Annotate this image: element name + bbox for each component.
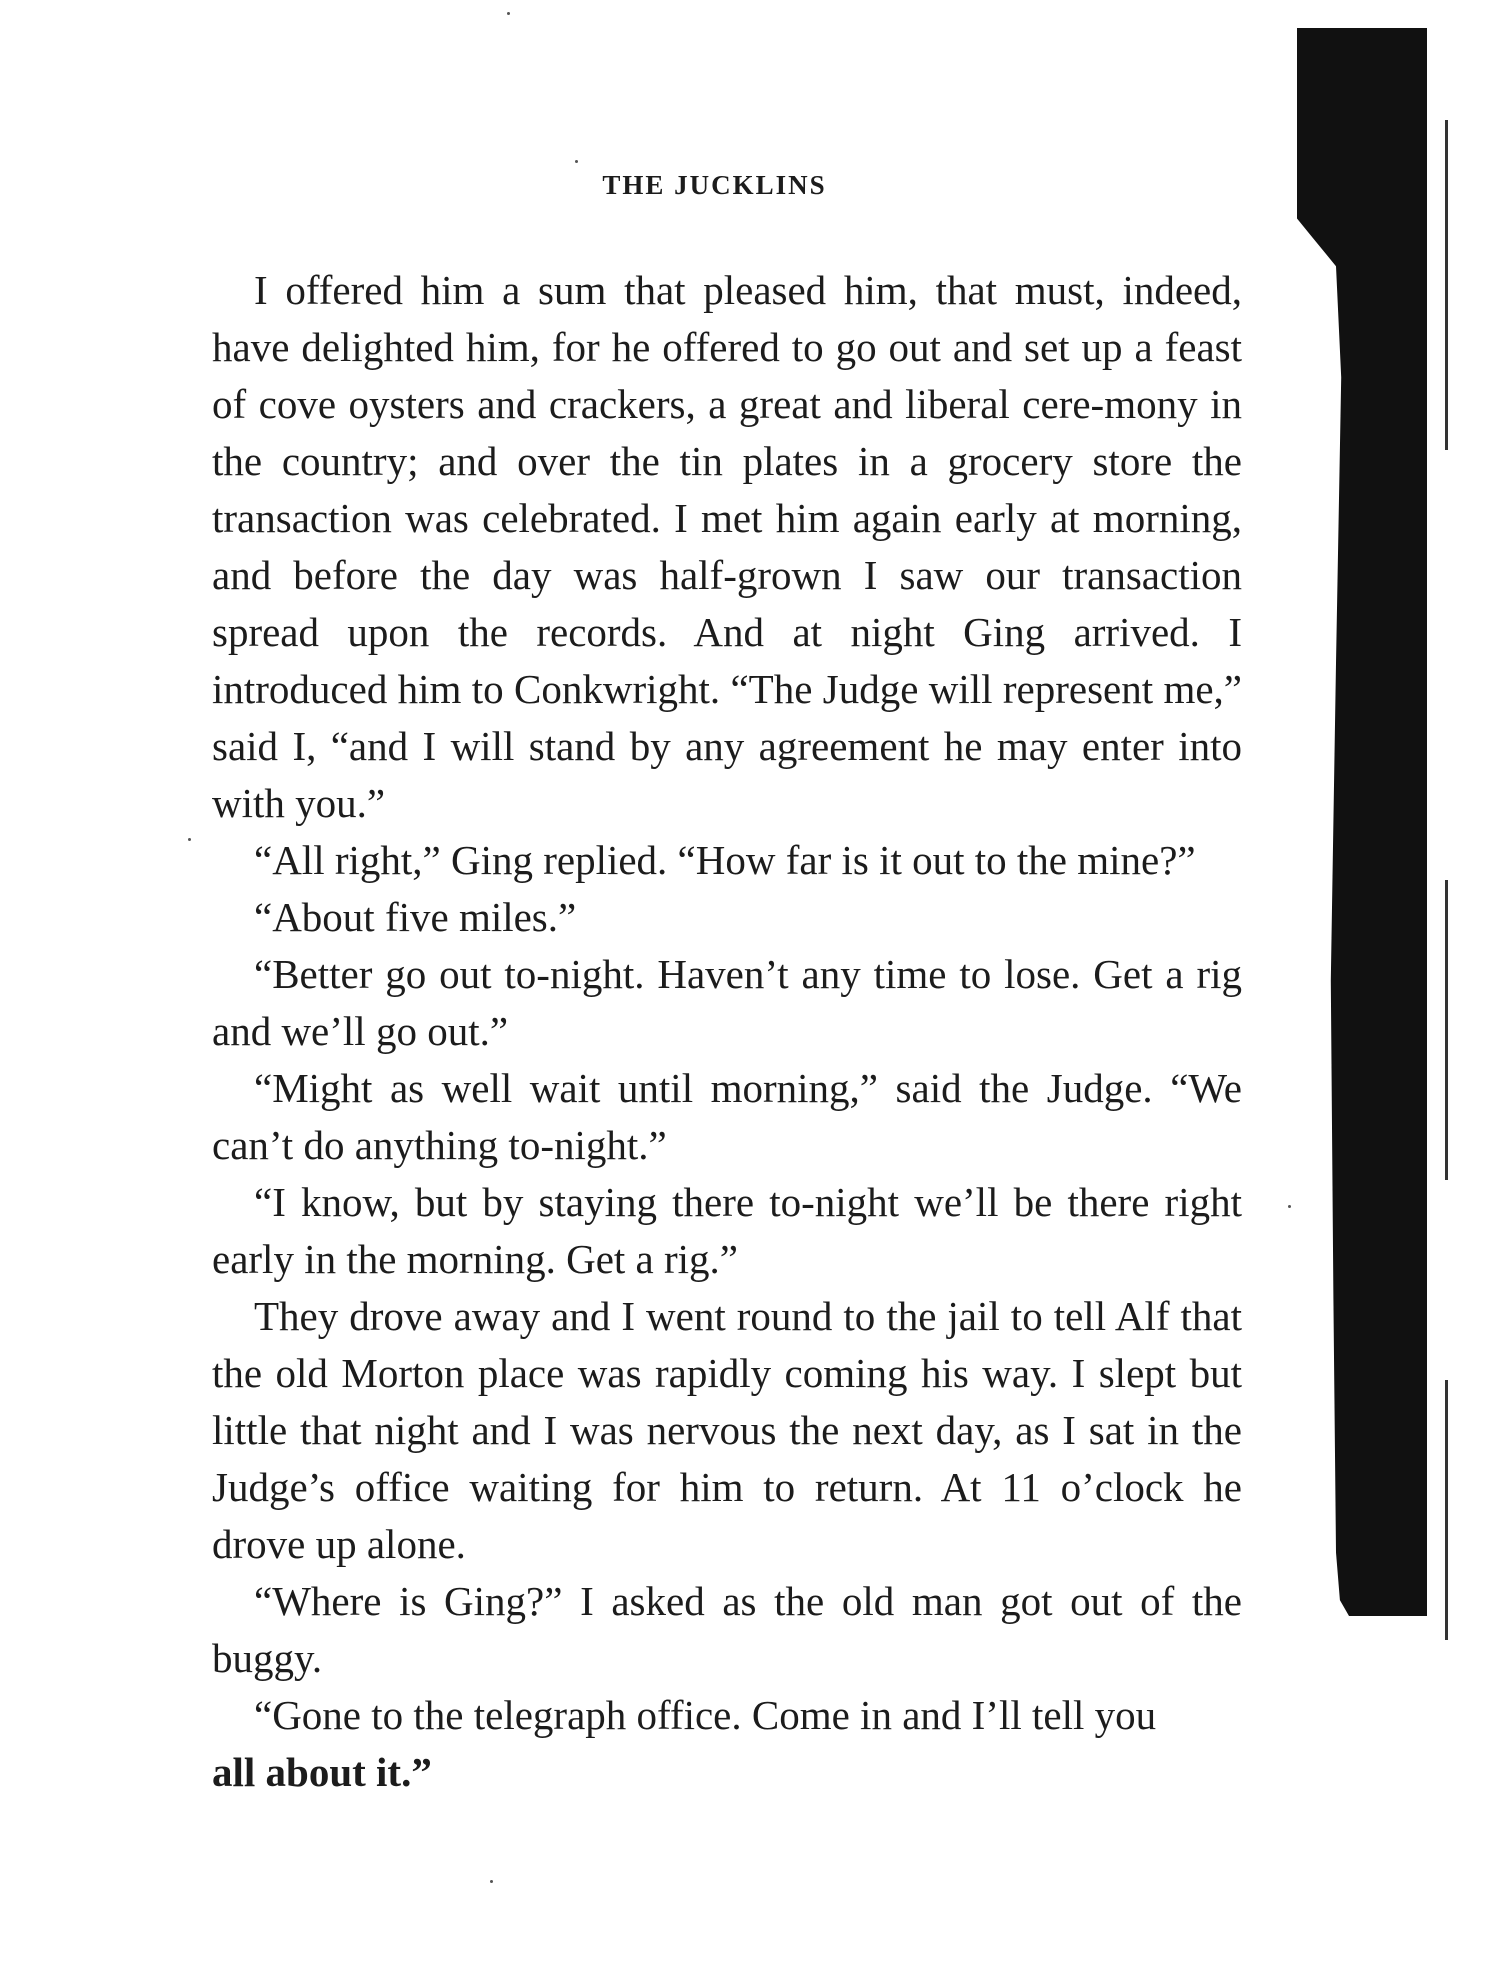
running-head: THE JUCKLINS bbox=[602, 170, 827, 200]
scan-speck bbox=[575, 160, 578, 163]
scan-speck bbox=[1288, 1205, 1291, 1208]
scan-speck bbox=[490, 1880, 493, 1883]
page-body bbox=[212, 262, 1242, 1801]
paragraph-6: “I know, but by staying there to-night we’ll be there right early in the morning. Get a rig.” bbox=[212, 1179, 1242, 1282]
scan-edge-shadow bbox=[1297, 28, 1427, 1616]
paragraph-4: “Better go out to-night. Haven’t any time to lose. Get a rig and we’ll go out.” bbox=[212, 951, 1242, 1054]
paragraph-1: I offered him a sum that pleased him, that must, indeed, have delighted him, for he offered to go out and set up a feast of cove oysters and crackers, a great and liberal cere-mony in the country; and over the tin plates in a grocery store the transaction was celebrated. I met him again early at morning, and before the day was half-grown I saw our transaction spread upon the records. And at night Ging arrived. I introduced him to Conkwright. “The Judge will represent me,” said I, “and I will stand by any agreement he may enter into with you.” bbox=[212, 267, 1242, 826]
scan-edge-line bbox=[1445, 880, 1448, 1180]
paragraph-9-bold-tail: all about it.” bbox=[212, 1749, 432, 1795]
scan-edge-line bbox=[1445, 120, 1448, 450]
paragraph-7: They drove away and I went round to the jail to tell Alf that the old Morton place was rapidly coming his way. I slept but little that night and I was nervous the next day, as I sat in the Judge’s office waiting for him to return. At 11 o’clock he drove up alone. bbox=[212, 1293, 1242, 1567]
paragraph-5: “Might as well wait until morning,” said the Judge. “We can’t do anything to-night.” bbox=[212, 1065, 1242, 1168]
scan-speck bbox=[188, 838, 191, 841]
scan-speck bbox=[507, 12, 510, 15]
paragraph-9 bbox=[212, 1687, 1242, 1801]
scan-edge-line bbox=[1445, 1380, 1448, 1640]
paragraph-8: “Where is Ging?” I asked as the old man got out of the buggy. bbox=[212, 1578, 1242, 1681]
paragraph-9-text: “Gone to the telegraph office. Come in and I’ll tell you bbox=[254, 1692, 1157, 1738]
paragraph-3: “About five miles.” bbox=[254, 894, 577, 940]
paragraph-2: “All right,” Ging replied. “How far is it out to the mine?” bbox=[254, 837, 1196, 883]
